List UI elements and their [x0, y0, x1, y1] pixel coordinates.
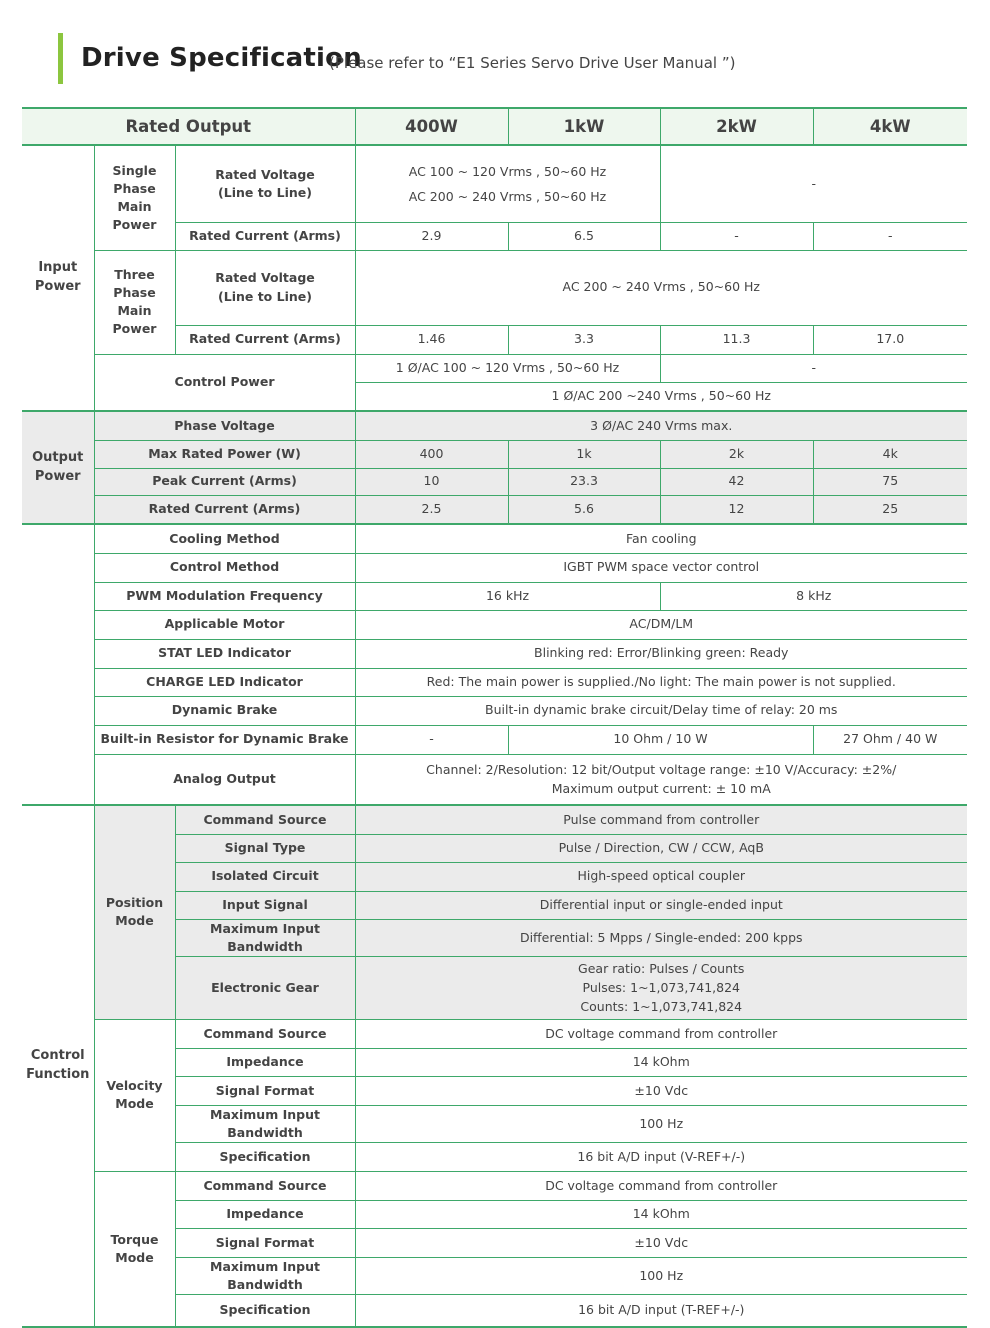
control-method-value: IGBT PWM space vector control: [355, 553, 967, 582]
torque-impedance-value: 14 kOhm: [355, 1201, 967, 1229]
three-phase-voltage-value: AC 200 ~ 240 Vrms , 50~60 Hz: [355, 250, 967, 325]
single-phase-current-4kw: -: [813, 222, 967, 250]
velocity-bandwidth-value: 100 Hz: [355, 1105, 967, 1142]
position-mode-label: Position Mode: [94, 805, 175, 1019]
peak-current-label: Peak Current (Arms): [94, 468, 355, 495]
analog-output-value: Channel: 2/Resolution: 12 bit/Output voltage range: ±10 V/Accuracy: ±2%/ Maximum output current: ± 10 mA: [355, 754, 967, 805]
torque-signal-format-value: ±10 Vdc: [355, 1229, 967, 1258]
position-electronic-gear-value: Gear ratio: Pulses / Counts Pulses: 1~1,073,741,824 Counts: 1~1,073,741,824: [355, 956, 967, 1019]
phase-voltage-label: Phase Voltage: [94, 411, 355, 440]
velocity-mode-label: Velocity Mode: [94, 1019, 175, 1171]
dynamic-brake-label: Dynamic Brake: [94, 696, 355, 725]
applicable-motor-value: AC/DM/LM: [355, 610, 967, 639]
velocity-command-source-label: Command Source: [175, 1019, 355, 1048]
pwm-frequency-high: 8 kHz: [660, 582, 967, 610]
torque-mode-label: Torque Mode: [94, 1172, 175, 1327]
output-rated-current-400w: 2.5: [355, 495, 508, 524]
control-power-value-1: 1 Ø/AC 100 ~ 120 Vrms , 50~60 Hz: [355, 354, 660, 382]
table-row: [22, 145, 967, 222]
stat-led-value: Blinking red: Error/Blinking green: Ready: [355, 639, 967, 668]
pwm-frequency-low: 16 kHz: [355, 582, 660, 610]
cooling-method-label: Cooling Method: [94, 524, 355, 553]
page-title: Drive Specification: [81, 43, 362, 73]
single-phase-voltage-label: Rated Voltage (Line to Line): [175, 145, 355, 222]
rated-output-header: Rated Output: [22, 108, 355, 145]
velocity-signal-format-value: ±10 Vdc: [355, 1076, 967, 1105]
pwm-frequency-label: PWM Modulation Frequency: [94, 582, 355, 610]
three-phase-label: Three Phase Main Power: [94, 250, 175, 354]
velocity-bandwidth-label: Maximum Input Bandwidth: [175, 1105, 355, 1142]
position-isolated-circuit-value: High-speed optical coupler: [355, 862, 967, 891]
three-phase-current-400w: 1.46: [355, 325, 508, 354]
three-phase-current-label: Rated Current (Arms): [175, 325, 355, 354]
model-400w-header: 400W: [355, 108, 508, 145]
velocity-specification-value: 16 bit A/D input (V-REF+/-): [355, 1143, 967, 1172]
single-phase-label: Single Phase Main Power: [94, 145, 175, 250]
analog-output-label: Analog Output: [94, 754, 355, 805]
peak-current-1kw: 23.3: [508, 468, 660, 495]
torque-specification-value: 16 bit A/D input (T-REF+/-): [355, 1295, 967, 1327]
velocity-signal-format-label: Signal Format: [175, 1076, 355, 1105]
position-electronic-gear-label: Electronic Gear: [175, 956, 355, 1019]
velocity-command-source-value: DC voltage command from controller: [355, 1019, 967, 1048]
peak-current-400w: 10: [355, 468, 508, 495]
table-row: [22, 411, 967, 440]
table-row: [22, 468, 967, 495]
brake-resistor-400w: -: [355, 725, 508, 754]
single-phase-current-2kw: -: [660, 222, 813, 250]
brake-resistor-4kw: 27 Ohm / 40 W: [813, 725, 967, 754]
three-phase-current-4kw: 17.0: [813, 325, 967, 354]
torque-specification-label: Specification: [175, 1295, 355, 1327]
output-rated-current-4kw: 25: [813, 495, 967, 524]
torque-impedance-label: Impedance: [175, 1201, 355, 1229]
velocity-specification-label: Specification: [175, 1143, 355, 1172]
applicable-motor-label: Applicable Motor: [94, 610, 355, 639]
table-row: [22, 696, 967, 725]
table-row: [22, 725, 967, 754]
table-row: [22, 495, 967, 524]
three-phase-current-1kw: 3.3: [508, 325, 660, 354]
output-rated-current-1kw: 5.6: [508, 495, 660, 524]
table-row: [22, 805, 967, 834]
torque-bandwidth-label: Maximum Input Bandwidth: [175, 1258, 355, 1295]
torque-signal-format-label: Signal Format: [175, 1229, 355, 1258]
three-phase-current-2kw: 11.3: [660, 325, 813, 354]
model-1kw-header: 1kW: [508, 108, 660, 145]
table-row: [22, 610, 967, 639]
max-rated-power-4kw: 4k: [813, 440, 967, 468]
output-power-category: Output Power: [22, 411, 94, 524]
position-input-signal-label: Input Signal: [175, 891, 355, 919]
brake-resistor-1k-2k: 10 Ohm / 10 W: [508, 725, 813, 754]
phase-voltage-value: 3 Ø/AC 240 Vrms max.: [355, 411, 967, 440]
position-command-source-value: Pulse command from controller: [355, 805, 967, 834]
max-rated-power-2kw: 2k: [660, 440, 813, 468]
dynamic-brake-value: Built-in dynamic brake circuit/Delay time of relay: 20 ms: [355, 696, 967, 725]
max-rated-power-1kw: 1k: [508, 440, 660, 468]
output-rated-current-label: Rated Current (Arms): [94, 495, 355, 524]
single-phase-current-400w: 2.9: [355, 222, 508, 250]
model-2kw-header: 2kW: [660, 108, 813, 145]
charge-led-value: Red: The main power is supplied./No light: The main power is not supplied.: [355, 668, 967, 696]
control-power-label: Control Power: [94, 354, 355, 411]
torque-command-source-value: DC voltage command from controller: [355, 1172, 967, 1201]
velocity-impedance-value: 14 kOhm: [355, 1048, 967, 1076]
peak-current-2kw: 42: [660, 468, 813, 495]
title-accent-bar: [58, 33, 63, 84]
position-isolated-circuit-label: Isolated Circuit: [175, 862, 355, 891]
peak-current-4kw: 75: [813, 468, 967, 495]
table-row: [22, 639, 967, 668]
drive-spec-table: [22, 107, 967, 1328]
torque-bandwidth-value: 100 Hz: [355, 1258, 967, 1295]
torque-command-source-label: Command Source: [175, 1172, 355, 1201]
table-row: [22, 1019, 967, 1048]
position-input-signal-value: Differential input or single-ended input: [355, 891, 967, 919]
table-row: [22, 250, 967, 325]
table-row: [22, 754, 967, 805]
brake-resistor-label: Built-in Resistor for Dynamic Brake: [94, 725, 355, 754]
table-row: [22, 440, 967, 468]
table-row: [22, 582, 967, 610]
single-phase-current-1kw: 6.5: [508, 222, 660, 250]
output-rated-current-2kw: 12: [660, 495, 813, 524]
control-function-category: Control Function: [22, 805, 94, 1327]
general-category: [22, 524, 94, 805]
single-phase-voltage-value: AC 100 ~ 120 Vrms , 50~60 Hz AC 200 ~ 240 Vrms , 50~60 Hz: [355, 145, 660, 222]
position-bandwidth-value: Differential: 5 Mpps / Single-ended: 200 kpps: [355, 919, 967, 956]
table-row: [22, 354, 967, 382]
single-phase-voltage-na: -: [660, 145, 967, 222]
table-row: [22, 1172, 967, 1201]
input-power-category: Input Power: [22, 145, 94, 411]
position-bandwidth-label: Maximum Input Bandwidth: [175, 919, 355, 956]
control-method-label: Control Method: [94, 553, 355, 582]
table-row: [22, 553, 967, 582]
position-signal-type-value: Pulse / Direction, CW / CCW, AqB: [355, 834, 967, 862]
control-power-value-2: 1 Ø/AC 200 ~240 Vrms , 50~60 Hz: [355, 382, 967, 411]
three-phase-voltage-label: Rated Voltage (Line to Line): [175, 250, 355, 325]
velocity-impedance-label: Impedance: [175, 1048, 355, 1076]
position-signal-type-label: Signal Type: [175, 834, 355, 862]
model-4kw-header: 4kW: [813, 108, 967, 145]
position-command-source-label: Command Source: [175, 805, 355, 834]
stat-led-label: STAT LED Indicator: [94, 639, 355, 668]
max-rated-power-400w: 400: [355, 440, 508, 468]
header-row: [22, 108, 967, 145]
single-phase-current-label: Rated Current (Arms): [175, 222, 355, 250]
page-subtitle: (Please refer to “E1 Series Servo Drive User Manual ”): [329, 54, 736, 72]
table-row: [22, 668, 967, 696]
table-row: [22, 524, 967, 553]
charge-led-label: CHARGE LED Indicator: [94, 668, 355, 696]
control-power-na: -: [660, 354, 967, 382]
cooling-method-value: Fan cooling: [355, 524, 967, 553]
max-rated-power-label: Max Rated Power (W): [94, 440, 355, 468]
